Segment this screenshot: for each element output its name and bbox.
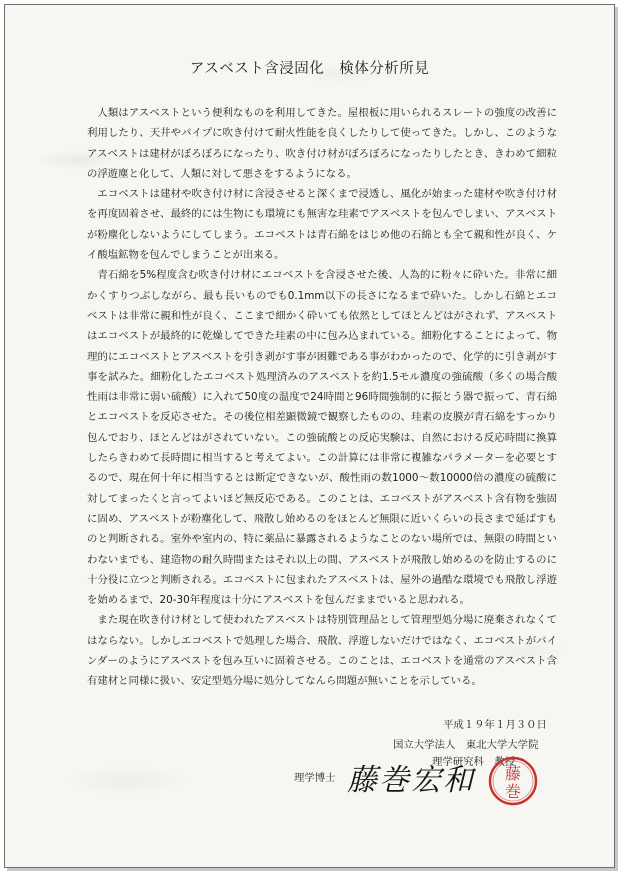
paragraph-1: 人類はアスベストという便利なものを利用してきた。屋根板に用いられるスレートの強度の改善に利用したり、天井やパイプに吹き付けて耐火性能を良くしたりして使ってきた。しかし、このようなアスベストは建材がぼろぼろになったり、吹き付け材がぼろぼろになったりしたとき、きわめて細粒の浮遊塵と化して、人類に対して悪さをするようになる。	[87, 107, 557, 180]
handwritten-signature	[345, 757, 495, 801]
document-date: 平成１９年１月３０日	[443, 719, 547, 731]
academic-degree: 理学博士	[294, 772, 336, 784]
document-title: アスベスト含浸固化 検体分析所見	[189, 61, 430, 77]
paragraph-2: エコベストは建材や吹き付け材に含浸させると深くまで浸透し、風化が始まった建材や吹き付け材を再度固着させ、最終的には生物にも環境にも無害な珪素でアスベストを包んでしまい、アスベストが粉塵化しないようにしてしまう。エコベストは青石綿をはじめ他の石綿とも全て親和性が良く、ケイ酸塩鉱物を包んでしまうことが出来る。	[87, 188, 557, 262]
document-page	[4, 4, 615, 868]
seal-char-2: 巻	[504, 782, 522, 801]
paragraph-3: 青石綿を5%程度含む吹き付け材にエコベストを含浸させた後、人為的に粉々に砕いた。非常に細かくすりつぶしながら、最も長いものでも0.1mm以下の長さになるまで砕いた。しかし石綿とエコベストは非常に親和性が良く、ここまで細かく砕いても依然としてほとんどはがされず、アスベストはエコベストが最終的に乾燥してできた珪素の中に包み込まれている。細粉化することによって、物理的にエコベストとアスベストを引き剥がす事が困難である事がわかったので、化学的に引き剥がす事を試みた。細粉化したエコベスト処理済みのアスベストを約1.5モル濃度の強硫酸（多くの場合酸性雨は非常に弱い硫酸）に入れて50度の温度で24時間と96時間強制的に振とう器で振って、青石綿とエコベストを反応させた。その後位相差顕微鏡で観察したものの、珪素の皮膜が青石綿をすっかり包んでおり、ほとんどはがされていない。この強硫酸との反応実験は、自然における反応時間に換算したらきわめて長時間に相当すると考えてよい。この計算には非常に複雑なパラメーターを必要とするので、現在何十年に相当するとは断定できないが、酸性雨の数1000〜数10000倍の濃度の硫酸に対してまったくと言ってよいほど無反応である。このことは、エコベストがアスベスト含有物を強固に固め、アスベストが粉塵化して、飛散し始めるのをほとんど無限に近いくらいの長さまで延ばすものと判断される。室外や室内の、特に薬品に暴露されるようなことのない場所では、無限の時間といわないまでも、建造物の耐久時間またはそれ以上の間、アスベストが飛散し始めるのを防止するのに十分役に立つと判断される。エコベストに包まれたアスベストは、屋外の過酷な環境でも飛散し浮遊を始めるまで、20-30年程度は十分にアスベストを包んだままでいると思われる。	[87, 269, 557, 607]
affiliation: 国立大学法人 東北大学大学院	[393, 739, 539, 751]
red-seal-stamp	[487, 755, 539, 807]
paragraph-4: また現在吹き付け材として使われたアスベストは特別管理品として管理型処分場に廃棄されなくてはならない。しかしエコベストで処理した場合、飛散、浮遊しないだけではなく、エコベストがバインダーのようにアスベストを包み互いに固着させる。このことは、エコベストを通常のアスベスト含有建材と同様に扱い、安定型処分場に処分してなんら問題が無いことを示している。	[87, 614, 557, 688]
seal-char-1: 藤	[504, 764, 522, 783]
signature-text: 藤巻宏和	[347, 763, 475, 798]
department-title: 理学研究科 教授	[432, 756, 516, 768]
document-body	[87, 103, 557, 692]
